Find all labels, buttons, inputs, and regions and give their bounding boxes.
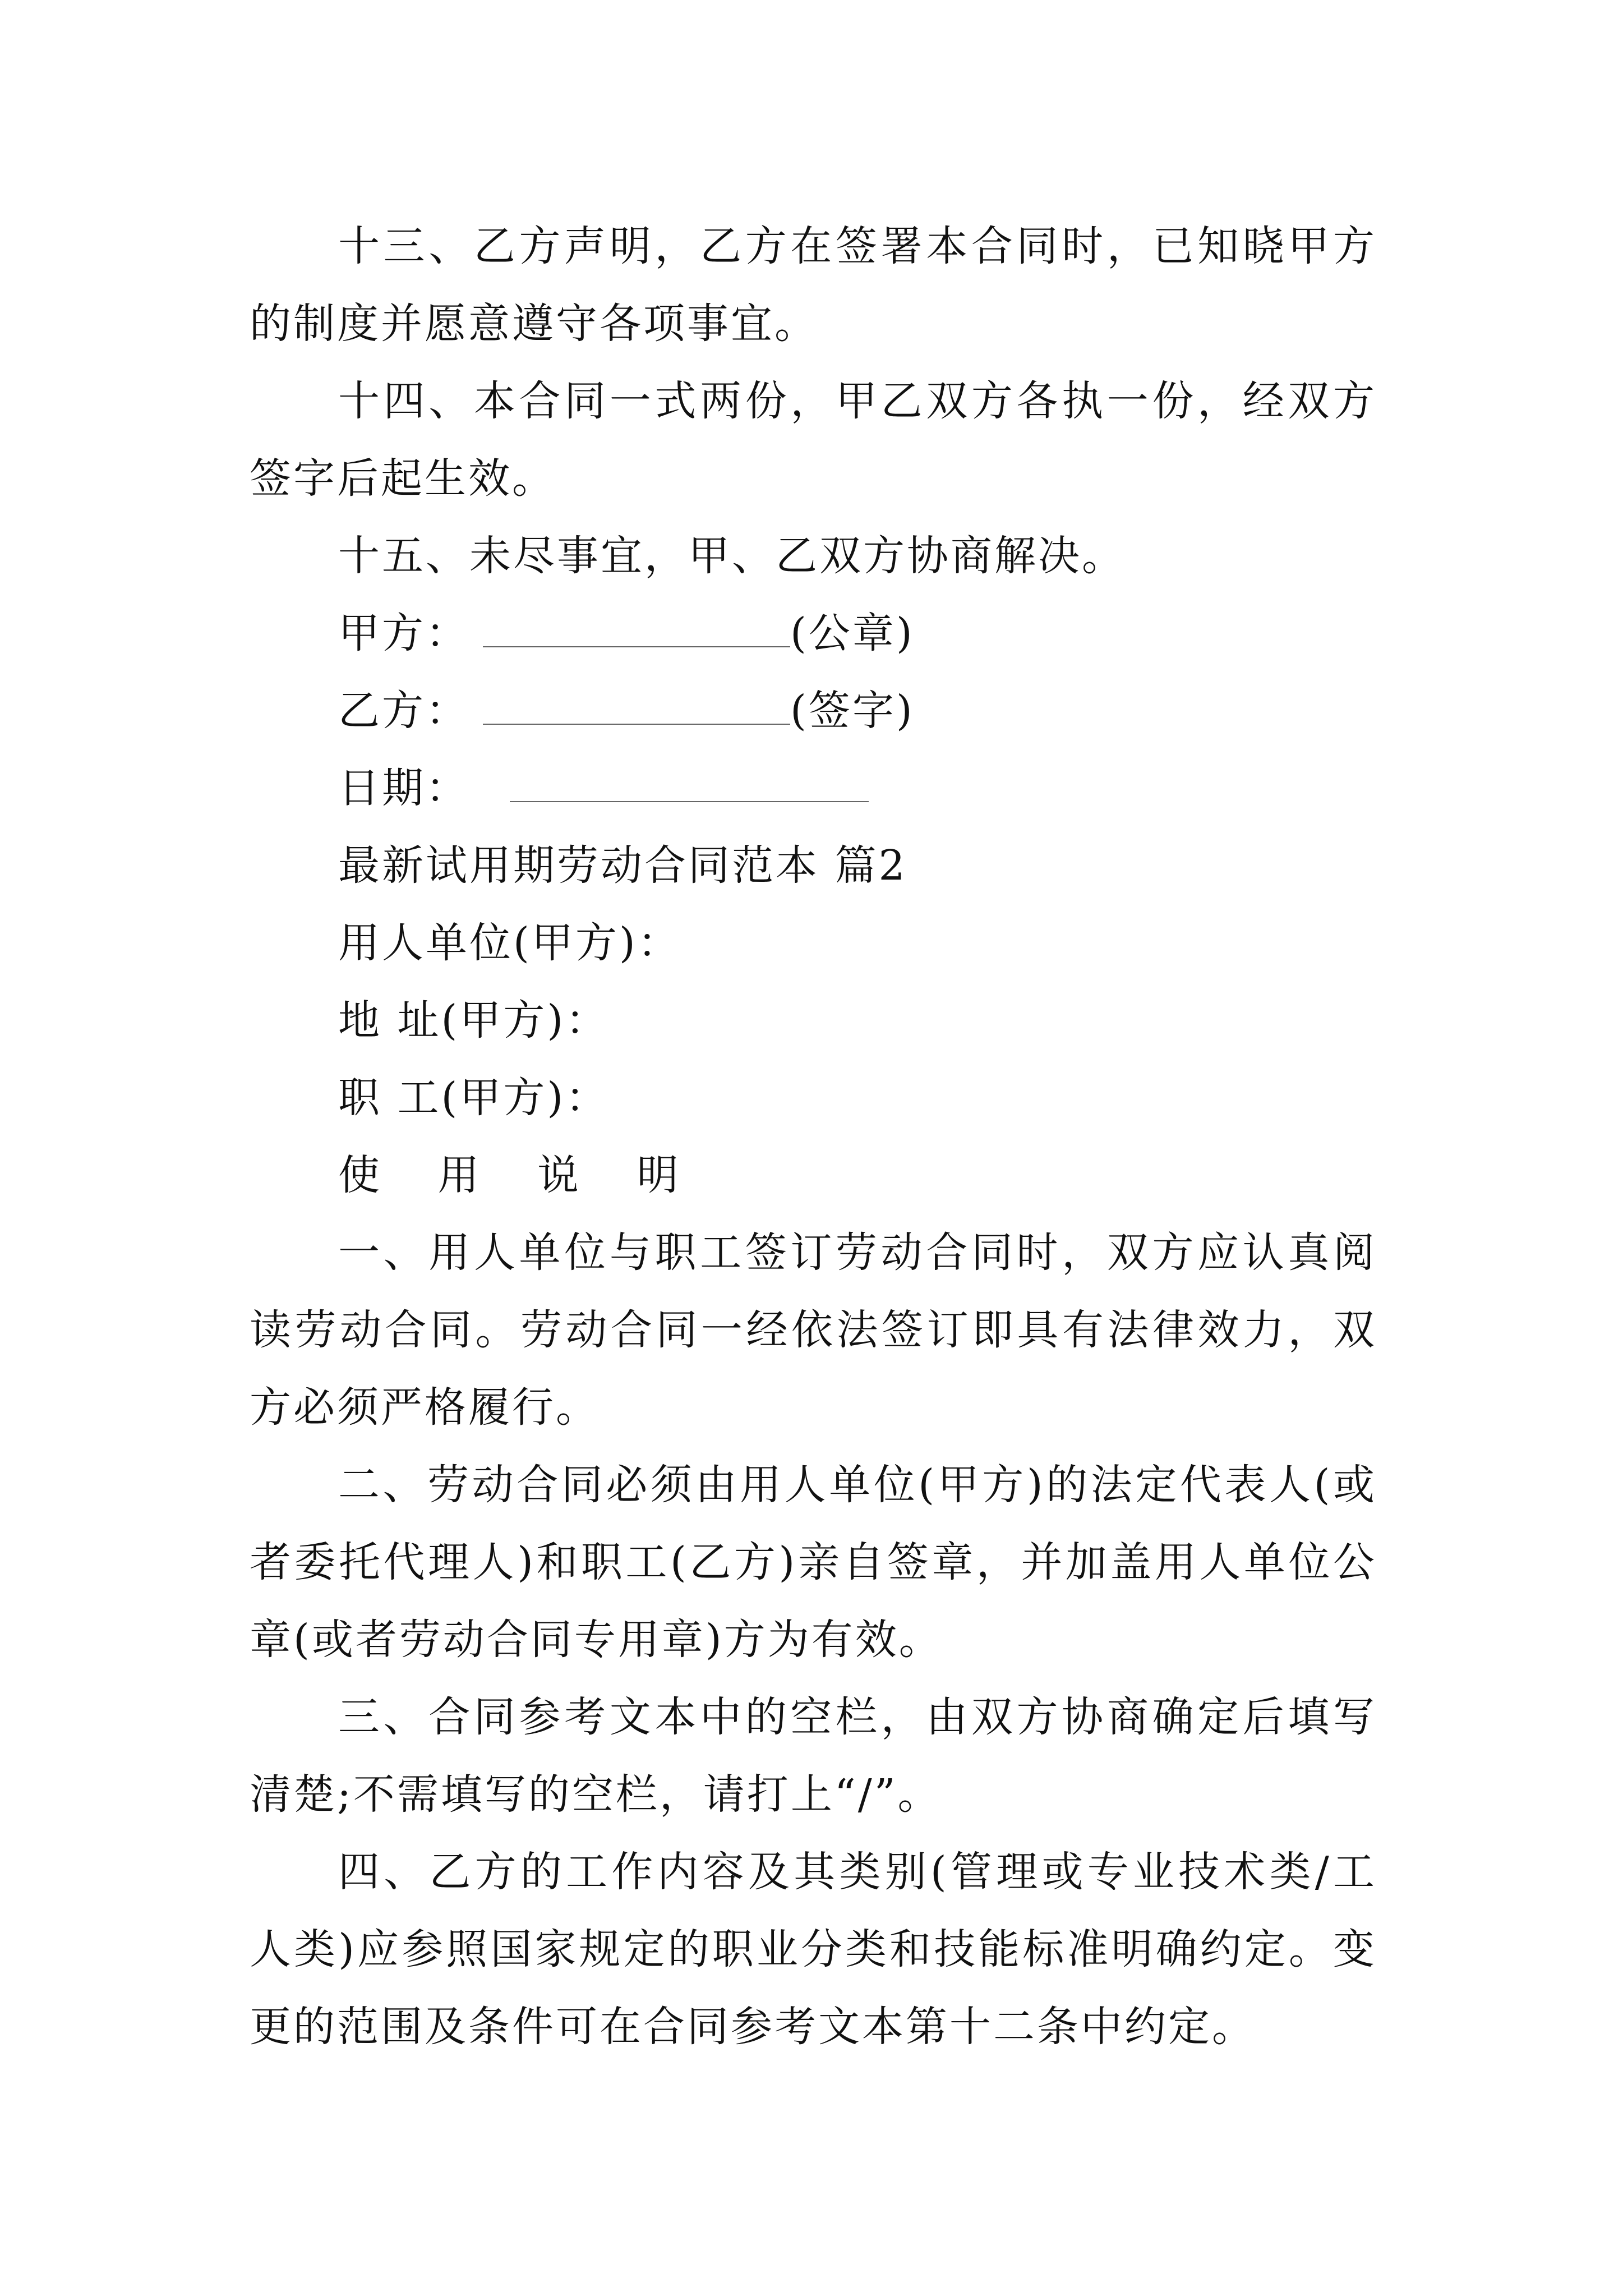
party-b-sign-note: (签字) [790, 687, 915, 735]
party-b-blank [483, 684, 790, 725]
instruction-3: 三、合同参考文本中的空栏，由双方协商确定后填写清楚;不需填写的空栏，请打上“/”。 [250, 1693, 1377, 1819]
clause-14: 十四、本合同一式两份，甲乙双方各执一份，经双方签字后起生效。 [250, 377, 1377, 503]
clause-15: 十五、未尽事宜，甲、乙双方协商解决。 [338, 532, 1126, 580]
party-a-seal-note: (公章) [790, 609, 915, 657]
instructions-heading: 使 用 说 明 [338, 1151, 701, 1199]
party-b-label: 乙方： [338, 687, 469, 735]
date-line [250, 749, 1377, 827]
party-a-label: 甲方： [338, 609, 469, 657]
employee-label: 职 工(甲方)： [338, 1074, 610, 1122]
clause-13: 十三、乙方声明，乙方在签署本合同时，已知晓甲方的制度并愿意遵守各项事宜。 [250, 222, 1377, 348]
section-2-title: 最新试用期劳动合同范本 篇2 [338, 841, 907, 890]
party-a-signature-line [250, 595, 1377, 672]
employer-label: 用人单位(甲方)： [338, 919, 681, 967]
party-b-signature-line [250, 672, 1377, 749]
document-body [250, 208, 1377, 2065]
date-label: 日期： [338, 764, 469, 812]
instruction-1: 一、用人单位与职工签订劳动合同时，双方应认真阅读劳动合同。劳动合同一经依法签订即具有法律效力，双方必须严格履行。 [250, 1228, 1377, 1432]
date-blank [510, 762, 869, 802]
instruction-2: 二、劳动合同必须由用人单位(甲方)的法定代表人(或者委托代理人)和职工(乙方)亲自签章，并加盖用人单位公章(或者劳动合同专用章)方为有效。 [250, 1461, 1377, 1664]
party-a-blank [483, 607, 790, 647]
instruction-4: 四、乙方的工作内容及其类别(管理或专业技术类/工人类)应参照国家规定的职业分类和技能标准明确约定。变更的范围及条件可在合同参考文本第十二条中约定。 [250, 1848, 1377, 2051]
address-label: 地 址(甲方)： [338, 996, 610, 1045]
